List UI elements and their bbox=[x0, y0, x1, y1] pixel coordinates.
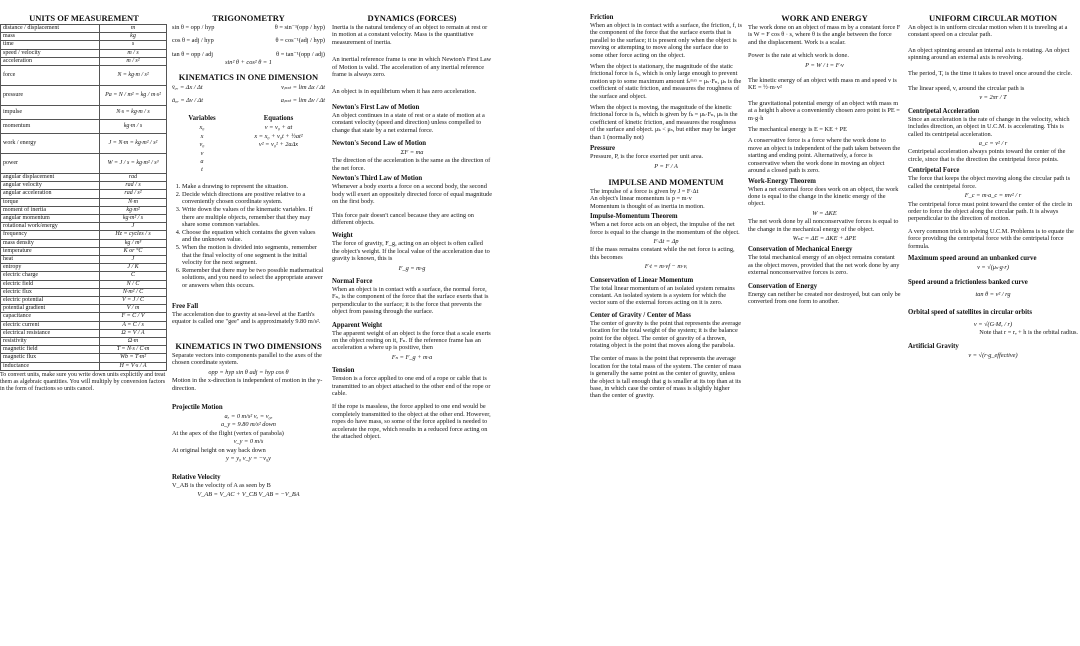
units-row bbox=[1, 190, 167, 198]
vars-list bbox=[172, 124, 232, 173]
unit-quantity: torque bbox=[1, 198, 100, 206]
apparent-text: The apparent weight of an object is the force that a scale exerts on the object resting on it, Fₙ. If the reference frame has an acceleration a where up is positive, then bbox=[332, 329, 491, 352]
unit-quantity: time bbox=[1, 41, 100, 49]
units-row bbox=[1, 264, 167, 272]
proj-line-4: v_y = 0 m/s bbox=[233, 438, 264, 446]
pressure-equation: P = F / A bbox=[654, 162, 678, 170]
projectile-title: Projectile Motion bbox=[172, 403, 223, 411]
unit-symbol: H = V·s / A bbox=[100, 362, 167, 370]
unit-symbol: C bbox=[100, 272, 167, 280]
a-inst-eq: aᵢₙₛₜ = lim Δv / Δt bbox=[280, 97, 325, 105]
units-row bbox=[1, 321, 167, 329]
unit-quantity: magnetic flux bbox=[1, 354, 100, 362]
units-row bbox=[1, 297, 167, 305]
com-text-1: The center of gravity is the point that represents the average location for the total weight of the system; it is the balance point for the object. The center of gravity of a thrown, rotating object is the point that moves along the parabola. bbox=[590, 319, 742, 349]
unit-symbol: rad / s² bbox=[100, 190, 167, 198]
n3-title: Newton's Third Law of Motion bbox=[332, 175, 423, 183]
units-title: UNITS OF MEASUREMENT bbox=[29, 13, 139, 23]
freefall-title: Free Fall bbox=[172, 303, 199, 311]
units-row bbox=[1, 313, 167, 321]
frame-text: An inertial reference frame is one in which Newton's First Law of Motion is valid. The acceleration of any inertial reference frame is always zero. bbox=[332, 56, 492, 79]
units-row bbox=[1, 338, 167, 346]
units-row bbox=[1, 66, 167, 86]
unit-symbol: J = N·m = kg·m² / s² bbox=[100, 134, 167, 154]
power-equation: P = W / t = F·v bbox=[805, 61, 844, 69]
impulse-title: IMPULSE AND MOMENTUM bbox=[608, 176, 724, 187]
kinematic-variable: a bbox=[200, 158, 204, 166]
unit-symbol: V / m bbox=[100, 305, 167, 313]
ca-text-2: Centripetal acceleration always points toward the center of the circle, since that is the direction the centripetal force points. bbox=[908, 148, 1066, 163]
proj-line-1: aₓ = 0 m/s² vₓ = v₀ₓ bbox=[224, 412, 273, 420]
kinematics-step: 4. Choose the equation which contains the given values and the unknown value. bbox=[182, 229, 325, 244]
units-row bbox=[1, 25, 167, 33]
units-row bbox=[1, 49, 167, 57]
work-text-1: The work done on an object of mass m by a constant force F is W = F cos θ · s, where θ is the angle between the force and the displacement. Work is a scalar. bbox=[748, 24, 901, 46]
n1-text: An object continues in a state of rest or a state of motion at a constant velocity (speed and direction) unless compelled to change that state by a net external force. bbox=[332, 111, 485, 134]
unit-quantity: electrical resistance bbox=[1, 329, 100, 337]
unit-quantity: resistivity bbox=[1, 338, 100, 346]
unit-quantity: angular momentum bbox=[1, 215, 100, 223]
cos-eq: cos θ = adj / hyp bbox=[172, 37, 214, 45]
work-text-4: The gravitational potential energy of an object with mass m at a height h above a conveniently chosen zero point is PE = m·g·h bbox=[748, 99, 900, 122]
equilibrium-text: An object is in equilibrium when it has zero acceleration. bbox=[332, 88, 477, 96]
banked-title: Speed around a frictionless banked curve bbox=[908, 279, 1028, 287]
units-row bbox=[1, 239, 167, 247]
normal-title: Normal Force bbox=[332, 277, 373, 285]
work-text-5: The mechanical energy is E = KE + PE bbox=[748, 126, 847, 134]
units-row bbox=[1, 57, 167, 65]
asin-eq: θ = sin⁻¹(opp / hyp) bbox=[274, 24, 325, 31]
impulse-text-2: An object's linear momentum is p = m·v bbox=[590, 195, 692, 203]
eqs-list bbox=[232, 124, 325, 148]
unit-symbol: kg bbox=[100, 33, 167, 41]
friction-text-3: When the object is moving, the magnitude of the kinetic frictional force is fₖ, which is given by fₖ = μₖ·Fₙ, μₖ is the coefficient of kinetic friction, and measures the roughness of the surface and object. μₖ < μₛ, but either may be larger than 1 (normally not) bbox=[590, 104, 738, 141]
trig-kinematics-column bbox=[172, 14, 325, 499]
units-row bbox=[1, 247, 167, 255]
unit-quantity: acceleration bbox=[1, 57, 100, 65]
unit-quantity: electric flux bbox=[1, 288, 100, 296]
apparent-title: Apparent Weight bbox=[332, 321, 383, 329]
unit-symbol: K or °C bbox=[100, 247, 167, 255]
cons-momentum-text: The total linear momentum of an isolated system remains constant. An isolated system is a system for which the vector sum of the external forces acting on it is zero. bbox=[590, 284, 735, 307]
n2-title: Newton's Second Law of Motion bbox=[332, 140, 427, 148]
unit-symbol: V = J / C bbox=[100, 297, 167, 305]
eqs-heading: Equations bbox=[263, 115, 294, 123]
unit-quantity: force bbox=[1, 66, 100, 86]
trig-row-tan bbox=[172, 51, 325, 58]
units-row bbox=[1, 223, 167, 231]
circ-title: UNIFORM CIRCULAR MOTION bbox=[929, 13, 1057, 23]
weight-equation: F_g = m·g bbox=[398, 264, 426, 272]
banked-equation: tan θ = v² / rg bbox=[975, 291, 1011, 299]
circ-text-1: An object is in uniform circular motion when it is traveling at a constant speed on a circular path. bbox=[908, 24, 1068, 39]
imp-thm-text-2: If the mass remains constant while the net force is acting, this becomes bbox=[590, 246, 735, 261]
trig-title: TRIGONOMETRY bbox=[212, 13, 285, 23]
units-row bbox=[1, 33, 167, 41]
unit-quantity: electric current bbox=[1, 321, 100, 329]
kin1-accel-row bbox=[172, 96, 325, 105]
unit-quantity: angular acceleration bbox=[1, 190, 100, 198]
unit-quantity: electric charge bbox=[1, 272, 100, 280]
work-text-2: Power is the rate at which work is done. bbox=[748, 52, 849, 60]
kinematics-step: 3. Write down the values of the kinematic variables. If there are multiple objects, remember that they may share some common variables. bbox=[182, 206, 325, 228]
cme-title: Conservation of Mechanical Energy bbox=[748, 246, 853, 254]
relvel-title: Relative Velocity bbox=[172, 474, 221, 482]
units-row bbox=[1, 354, 167, 362]
kin1-title: KINEMATICS IN ONE DIMENSION bbox=[178, 71, 319, 82]
friction-impulse-column bbox=[590, 14, 742, 402]
cf-text-3: A very common trick to solving U.C.M. Problems is to equate the force providing the centripetal force with the centripetal force formula. bbox=[908, 227, 1074, 250]
kin1-variables bbox=[172, 115, 232, 174]
normal-text: When an object is in contact with a surface, the normal force, Fₙ, is the component of the force that the surface exerts that is perpendicular to the surface; it is the force that prevents the object from passing through the surface. bbox=[332, 285, 489, 316]
units-column bbox=[0, 14, 168, 393]
kinematics-step: 6. Remember that there may be two possible mathematical solutions, and you need to select the appropriate answer or answers when this occurs. bbox=[182, 267, 325, 289]
freefall-text: The acceleration due to gravity at sea-level at the Earth's equator is called one "gee" and is approximately 9.80 m/s². bbox=[172, 311, 321, 326]
kinematic-variable: x₀ bbox=[199, 124, 205, 132]
kin2-title: KINEMATICS IN TWO DIMENSIONS bbox=[175, 340, 322, 351]
units-row bbox=[1, 174, 167, 182]
unit-symbol: rad / s bbox=[100, 182, 167, 190]
unit-quantity: capacitance bbox=[1, 313, 100, 321]
acos-eq: θ = cos⁻¹(adj / hyp) bbox=[275, 37, 325, 45]
unit-quantity: mass bbox=[1, 33, 100, 41]
units-row bbox=[1, 86, 167, 106]
units-table bbox=[0, 24, 167, 371]
weight-title: Weight bbox=[332, 232, 353, 240]
unit-quantity: momentum bbox=[1, 120, 100, 134]
unit-symbol: m / s² bbox=[100, 57, 167, 65]
work-title: WORK AND ENERGY bbox=[781, 13, 868, 23]
ce-title: Conservation of Energy bbox=[748, 282, 818, 290]
proj-line-5: At original height on way back down bbox=[172, 446, 266, 454]
unit-symbol: Ω = V / A bbox=[100, 329, 167, 337]
unit-symbol: rad bbox=[100, 174, 167, 182]
atan-eq: θ = tan⁻¹(opp / adj) bbox=[276, 50, 325, 58]
unbanked-equation: v = √(μₛ·g·r) bbox=[977, 263, 1009, 271]
unit-quantity: distance / displacement bbox=[1, 25, 100, 33]
n1-title: Newton's First Law of Motion bbox=[332, 103, 420, 111]
kinematic-variable: t bbox=[201, 166, 203, 174]
unit-quantity: power bbox=[1, 154, 100, 174]
units-row bbox=[1, 329, 167, 337]
unit-quantity: electric field bbox=[1, 280, 100, 288]
impulse-text-1: The impulse of a force is given by J = F·Δt bbox=[590, 187, 699, 195]
unit-symbol: J bbox=[100, 223, 167, 231]
wet-text: When a net external force does work on an object, the work done is equal to the change in the kinetic energy of the object. bbox=[748, 185, 899, 208]
work-text-6: A conservative force is a force where the work done to move an object is independent of the path taken between the starting and ending point. Alternatively, a force is conservative when the work done in moving an object around a closed path is zero. bbox=[748, 137, 901, 175]
speed-equation: v = 2πr / T bbox=[979, 94, 1007, 102]
unit-quantity: angular velocity bbox=[1, 182, 100, 190]
tension-text: Tension is a force applied to one end of a rope or cable that is transmitted to an object attached to the other end of the rope or cable. bbox=[332, 375, 491, 397]
unit-symbol: N / C bbox=[100, 280, 167, 288]
proj-line-2: a_y = 9.80 m/s² down bbox=[221, 421, 276, 429]
wet-title: Work-Energy Theorem bbox=[748, 177, 816, 185]
kinematic-variable: v₀ bbox=[199, 141, 205, 149]
kinematics-step: 1. Make a drawing to represent the situation. bbox=[182, 183, 325, 190]
ce-text: Energy can neither be created nor destroyed, but can only be converted from one form to another. bbox=[748, 290, 901, 305]
kin2-text: Separate vectors into components parallel to the axes of the chosen coordinate system. bbox=[172, 351, 322, 367]
kin2-text2: Motion in the x-direction is independent of motion in the y-direction. bbox=[172, 377, 323, 392]
unit-quantity: rotational work/energy bbox=[1, 223, 100, 231]
vars-heading: Variables bbox=[188, 115, 216, 123]
work-energy-column bbox=[748, 14, 901, 307]
units-row bbox=[1, 106, 167, 120]
units-row bbox=[1, 41, 167, 49]
orbital-note: Note that r = rₑ + h is the orbital radius. bbox=[979, 329, 1078, 337]
units-row bbox=[1, 206, 167, 214]
kinematic-variable: x bbox=[200, 132, 204, 140]
dynamics-column bbox=[332, 14, 492, 442]
trig-row-cos bbox=[172, 37, 325, 44]
imp-thm-text: When a net force acts on an object, the impulse of the net force is equal to the change in the momentum of the object. bbox=[590, 221, 740, 236]
friction-title: Friction bbox=[590, 14, 614, 21]
wet-equation: W = ΔKE bbox=[812, 209, 837, 217]
units-row bbox=[1, 198, 167, 206]
apparent-equation: Fₙ = F_g + m·a bbox=[391, 353, 433, 361]
unit-symbol: kg·m² bbox=[100, 206, 167, 214]
kin1-equations bbox=[232, 115, 325, 174]
imp-thm-title: Impulse-Momentum Theorem bbox=[590, 213, 678, 221]
kinematics-steps bbox=[172, 183, 325, 289]
units-row bbox=[1, 154, 167, 174]
tension-title: Tension bbox=[332, 367, 355, 375]
unit-symbol: N·s = kg·m / s bbox=[100, 106, 167, 120]
circ-text-4: The linear speed, v, around the circular path is bbox=[908, 85, 1025, 93]
kinematic-variable: v bbox=[200, 149, 204, 157]
kin1-vars-eqs bbox=[172, 115, 325, 174]
units-row bbox=[1, 288, 167, 296]
unit-symbol: s bbox=[100, 41, 167, 49]
unit-symbol: m bbox=[100, 25, 167, 33]
imp-thm-eq-2: F·t = m·vf − m·vᵢ bbox=[644, 263, 688, 271]
kinematic-equation: v² = v₀² + 2aΔx bbox=[258, 141, 299, 149]
unit-quantity: heat bbox=[1, 256, 100, 264]
orbital-title: Orbital speed of satellites in circular orbits bbox=[908, 308, 1032, 316]
com-text-2: The center of mass is the point that represents the average location for the total mass of the system. The center of mass is generally the same point as the center of gravity, unless the object is tall enough that g is smaller at its top than at its base, in which case the center of mass is slightly higher than the center of gravity. bbox=[590, 355, 742, 400]
cheat-sheet-page-1 bbox=[0, 14, 530, 634]
wet-equation-2: Wₙc = ΔE = ΔKE + ΔPE bbox=[792, 234, 857, 242]
wet-text-2: The net work done by all nonconservative forces is equal to the change in the mechanical energy of the object. bbox=[748, 218, 899, 233]
unit-quantity: inductance bbox=[1, 362, 100, 370]
unit-symbol: J / K bbox=[100, 264, 167, 272]
unbanked-title: Maximum speed around an unbanked curve bbox=[908, 254, 1037, 262]
circ-text-3: The period, T, is the time it takes to travel once around the circle. bbox=[908, 69, 1073, 77]
unit-quantity: potential gradient bbox=[1, 305, 100, 313]
unit-symbol: kg·m² / s bbox=[100, 215, 167, 223]
pressure-text: Pressure, P, is the force exerted per unit area. bbox=[590, 153, 704, 161]
units-row bbox=[1, 346, 167, 354]
unit-quantity: angular displacement bbox=[1, 174, 100, 182]
trig-identity: sin² θ + cos² θ = 1 bbox=[225, 59, 272, 67]
unit-symbol: N·m² / C bbox=[100, 288, 167, 296]
units-row bbox=[1, 120, 167, 134]
circ-text-2: An object spinning around an internal axis is rotating. An object spinning around an external axis is revolving. bbox=[908, 46, 1070, 62]
proj-line-3: At the apex of the flight (vertex of parabola) bbox=[172, 429, 284, 437]
n2-equation: ΣF = ma bbox=[400, 149, 424, 157]
unit-symbol: T = N·s / C·m bbox=[100, 346, 167, 354]
units-row bbox=[1, 362, 167, 370]
orbital-equation: v = √(G·Mₑ / r) bbox=[973, 320, 1013, 328]
kinematics-step: 2. Decide which directions are positive relative to a conveniently chosen coordinate system. bbox=[182, 191, 325, 206]
pressure-title: Pressure bbox=[590, 145, 616, 153]
unit-quantity: temperature bbox=[1, 247, 100, 255]
com-title: Center of Gravity / Center of Mass bbox=[590, 311, 691, 319]
unit-quantity: magnetic field bbox=[1, 346, 100, 354]
v-avg-eq: v̄ₐᵥ = Δx / Δt bbox=[172, 83, 203, 91]
imp-thm-eq: F·Δt = Δp bbox=[653, 237, 679, 245]
unit-quantity: entropy bbox=[1, 264, 100, 272]
unit-symbol: F = C / V bbox=[100, 313, 167, 321]
kin2-components: opp = hyp sin θ adj = hyp cos θ bbox=[208, 368, 289, 376]
inertia-text: Inertia is the natural tendency of an object to remain at rest or in motion at a constant velocity. Mass is the quantitative measurement of inertia. bbox=[332, 24, 488, 46]
unit-symbol: kg·m / s bbox=[100, 120, 167, 134]
unit-symbol: N·m bbox=[100, 198, 167, 206]
work-text-3: The kinetic energy of an object with mass m and speed v is KE = ½·m·v² bbox=[748, 77, 897, 92]
cheat-sheet-page-2 bbox=[590, 14, 1080, 634]
unit-symbol: N = kg·m / s² bbox=[100, 66, 167, 86]
units-row bbox=[1, 256, 167, 264]
sin-eq: sin θ = opp / hyp bbox=[172, 24, 215, 31]
units-row bbox=[1, 231, 167, 239]
tan-eq: tan θ = opp / adj bbox=[172, 50, 214, 58]
unit-symbol: Ω·m bbox=[100, 338, 167, 346]
n3-note: This force pair doesn't cancel because they are acting on different objects. bbox=[332, 211, 474, 226]
dynamics-title: DYNAMICS (FORCES) bbox=[367, 13, 457, 23]
units-row bbox=[1, 280, 167, 288]
unit-symbol: A = C / s bbox=[100, 321, 167, 329]
proj-line-6: y = y₀ v_y = −v₀y bbox=[226, 454, 271, 462]
ca-text: Since an acceleration is the rate of change in the velocity, which includes direction, an object in U.C.M. is accelerating. This is called its centripetal acceleration. bbox=[908, 115, 1070, 138]
kinematics-step: 5. When the motion is divided into segments, remember that the final velocity of one segment is the initial velocity for the next segment. bbox=[182, 244, 325, 266]
unit-symbol: Pa = N / m² = kg / m·s² bbox=[100, 86, 167, 106]
ca-equation: a_c = v² / r bbox=[978, 140, 1008, 148]
unit-symbol: kg / m³ bbox=[100, 239, 167, 247]
trig-row-sin bbox=[172, 24, 325, 31]
artificial-gravity-title: Artificial Gravity bbox=[908, 342, 959, 350]
unit-quantity: electric potential bbox=[1, 297, 100, 305]
cons-momentum-title: Conservation of Linear Momentum bbox=[590, 276, 694, 284]
units-row bbox=[1, 305, 167, 313]
cme-text: The total mechanical energy of an object remains constant as the object moves, provided that the net work done by any external nonconservative forces is zero. bbox=[748, 254, 900, 277]
cf-equation: F_c = m·a_c = mv² / r bbox=[964, 192, 1022, 200]
unit-symbol: Wb = T·m² bbox=[100, 354, 167, 362]
unit-symbol: W = J / s = kg·m² / s³ bbox=[100, 154, 167, 174]
units-footer: To convert units, make sure you write down units explicitly and treat them as algebraic quantities. You will multiply by conversion factors in the form of fractions so units cancel. bbox=[0, 371, 166, 392]
cf-title: Centripetal Force bbox=[908, 167, 960, 175]
friction-text-1: When an object is in contact with a surface, the friction, f, is the component of the force that the surface exerts that is parallel to the surface; it is present only when the object is moving or attempting to move along the surface due to some other force acting on the object. bbox=[590, 22, 742, 59]
tension-text-2: If the rope is massless, the force applied to one end would be completely transmitted to the object at the other end. However, ropes do have mass, so some of the force applied is needed to accelerate the rope, which results in a reduced force acting on the attached object. bbox=[332, 403, 491, 441]
kin1-velocity-row bbox=[172, 83, 325, 92]
cf-text: The force that keeps the object moving along the circular path is called the centripetal force. bbox=[908, 175, 1071, 190]
ca-title: Centripetal Acceleration bbox=[908, 107, 980, 115]
circular-motion-column bbox=[908, 14, 1078, 360]
unit-symbol: Hz = cycles / s bbox=[100, 231, 167, 239]
unit-quantity: speed / velocity bbox=[1, 49, 100, 57]
unit-quantity: frequency bbox=[1, 231, 100, 239]
a-avg-eq: āₐᵥ = Δv / Δt bbox=[172, 97, 203, 105]
unit-symbol: J bbox=[100, 256, 167, 264]
friction-text-2: When the object is stationary, the magnitude of the static frictional force is fₛ, which is only large enough to prevent motion up to some maximum amount fₛᵐᵃˣ = μₛ·Fₙ, μₛ is the coefficient of static friction, and measures the roughness of the surface and object. bbox=[590, 63, 742, 100]
units-row bbox=[1, 134, 167, 154]
unit-quantity: work / energy bbox=[1, 134, 100, 154]
n2-text: The direction of the acceleration is the same as the direction of the net force. bbox=[332, 157, 491, 172]
unit-quantity: mass density bbox=[1, 239, 100, 247]
units-row bbox=[1, 215, 167, 223]
n3-text: Whenever a body exerts a force on a second body, the second body will exert an oppositely directed force of equal magnitude on the first body. bbox=[332, 183, 492, 206]
relvel-line-2: V_AB = V_AC + V_CB V_AB = −V_BA bbox=[197, 490, 300, 498]
artificial-gravity-equation: v = √(r·g_effective) bbox=[968, 351, 1018, 359]
kinematic-equation: v = v₀ + at bbox=[264, 124, 293, 132]
v-inst-eq: vᵢₙₛₜ = lim Δx / Δt bbox=[281, 83, 325, 91]
cf-text-2: The centripetal force must point toward the center of the circle in order to force the object along the circular path. It is always perpendicular to the direction of motion. bbox=[908, 200, 1073, 223]
units-row bbox=[1, 272, 167, 280]
unit-quantity: impulse bbox=[1, 106, 100, 120]
kinematic-equation: x = x₀ + v₀t + ½at² bbox=[254, 132, 303, 140]
relvel-line-1: V_AB is the velocity of A as seen by B bbox=[172, 482, 271, 490]
weight-text: The force of gravity, F_g, acting on an object is often called the object's weight. If the local value of the acceleration due to gravity is known, this is bbox=[332, 240, 490, 263]
unit-symbol: m / s bbox=[100, 49, 167, 57]
unit-quantity: pressure bbox=[1, 86, 100, 106]
unit-quantity: moment of inertia bbox=[1, 206, 100, 214]
units-row bbox=[1, 182, 167, 190]
impulse-text-3: Momentum is thought of as inertia in motion. bbox=[590, 202, 705, 210]
